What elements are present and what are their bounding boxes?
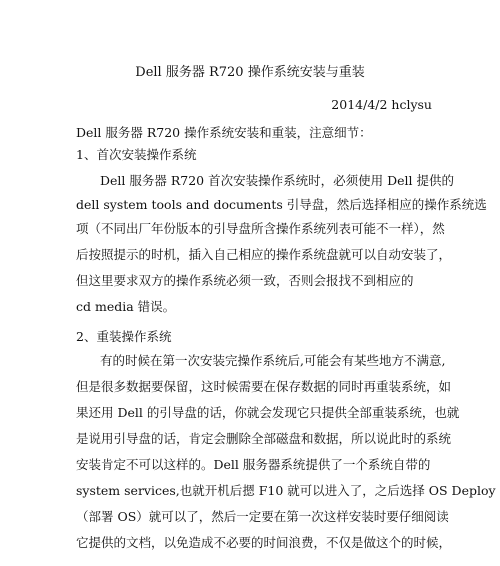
section-2-heading: 2、重装操作系统	[76, 329, 172, 344]
paragraph-line: 项（不同出厂年份版本的引导盘所含操作系统列表可能不一样），然	[76, 221, 445, 236]
paragraph-line: 安装肯定不可以这样的。Dell 服务器系统提供了一个系统自带的	[76, 457, 431, 472]
date-author: 2014/4/2 hclysu	[331, 97, 432, 112]
paragraph-line: Dell 服务器 R720 首次安装操作系统时，必须使用 Dell 提供的	[100, 173, 454, 188]
paragraph-line: 有的时候在第一次安装完操作系统后,可能会有某些地方不满意,	[100, 353, 446, 368]
document-title: Dell 服务器 R720 操作系统安装与重装	[135, 65, 365, 80]
paragraph-line: system services,也就开机后摁 F10 就可以进入了，之后选择 OS Deploy	[76, 483, 496, 498]
paragraph-line: 它提供的文档，以免造成不必要的时间浪费，不仅是做这个的时候，	[76, 535, 452, 550]
paragraph-line: cd media 错误。	[76, 299, 176, 314]
paragraph-line: 果还用 Dell 的引导盘的话，你就会发现它只提供全部重装系统，也就	[76, 405, 460, 420]
paragraph-line: 后按照提示的时机，插入自己相应的操作系统盘就可以自动安装了，	[76, 247, 452, 262]
paragraph-line: 但这里要求双方的操作系统必须一致，否则会报找不到相应的	[76, 273, 414, 288]
paragraph-line: 是说用引导盘的话，肯定会删除全部磁盘和数据，所以说此时的系统	[76, 431, 452, 446]
intro-line: Dell 服务器 R720 操作系统安装和重装，注意细节：	[76, 125, 372, 140]
paragraph-line: dell system tools and documents 引导盘，然后选择相应的操作系统选	[76, 197, 487, 212]
paragraph-line: （部署 OS）就可以了，然后一定要在第一次这样安装时要仔细阅读	[76, 509, 449, 524]
paragraph-line: 但是很多数据要保留，这时候需要在保存数据的同时再重装系统，如	[76, 379, 452, 394]
section-1-heading: 1、首次安装操作系统	[76, 147, 197, 162]
